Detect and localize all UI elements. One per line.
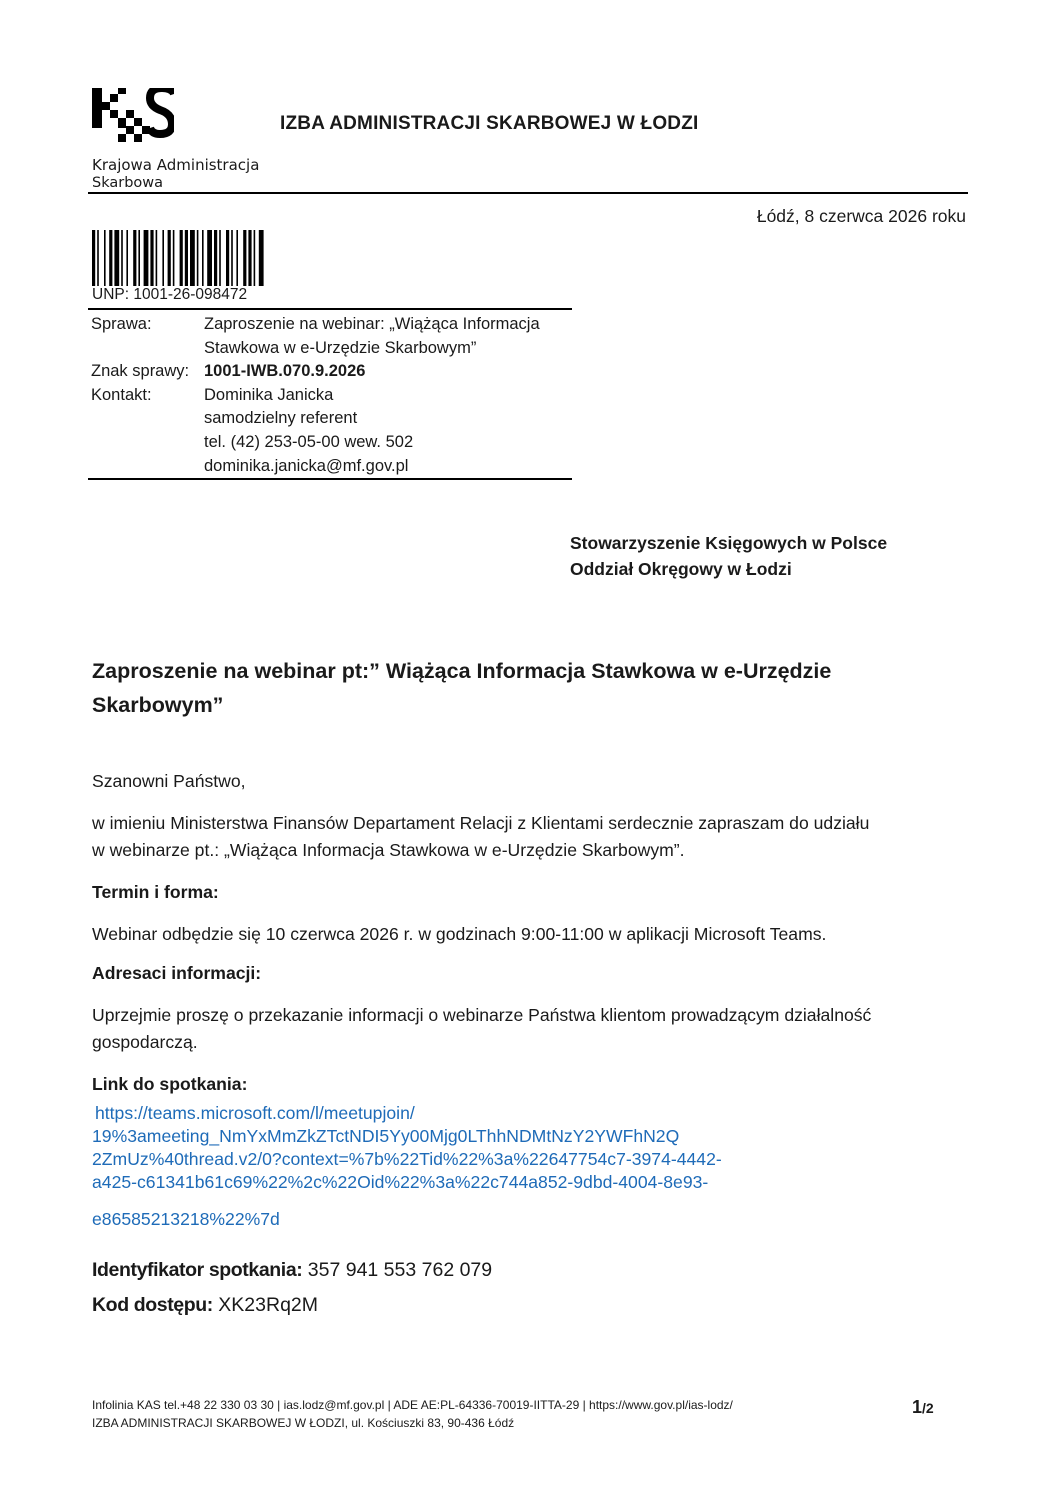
page-total: /2 xyxy=(922,1400,934,1416)
footer-line1: Infolinia KAS tel.+48 22 330 03 30 | ias.lodz@mf.gov.pl | ADE AE:PL-64336-70019-IITTA-29 | https://www.gov.pl/ias-lodz/ xyxy=(92,1398,733,1412)
kas-logo-icon xyxy=(92,88,174,142)
contact-email: dominika.janicka@mf.gov.pl xyxy=(204,456,409,475)
recipients-paragraph xyxy=(92,1002,962,1055)
subject-line1: Zaproszenie na webinar pt:” Wiążąca Informacja Stawkowa w e-Urzędzie xyxy=(92,659,832,683)
link-line3[interactable]: 2ZmUz%40thread.v2/0?context=%7b%22Tid%22%3a%22647754c7-3974-4442- xyxy=(92,1149,722,1169)
case-table-top-rule xyxy=(88,308,572,310)
page-current: 1 xyxy=(912,1397,923,1417)
subject-value-line1: Zaproszenie na webinar: „Wiążąca Informacja xyxy=(204,315,540,333)
footer xyxy=(92,1396,733,1432)
header-title: IZBA ADMINISTRACJI SKARBOWEJ W ŁODZI xyxy=(280,113,699,134)
intro-line1: w imieniu Ministerstwa Finansów Departament Relacji z Klientami serdecznie zapraszam do udziału xyxy=(92,813,870,833)
case-table-bottom-rule xyxy=(88,478,572,480)
org-name-line1: Krajowa Administracja xyxy=(92,156,260,174)
intro-line2: w webinarze pt.: „Wiążąca Informacja Stawkowa w e-Urzędzie Skarbowym”. xyxy=(92,839,685,860)
meeting-link-anchor[interactable] xyxy=(92,1102,722,1231)
recipients-line1: Uprzejmie proszę o przekazanie informacji o webinarze Państwa klientom prowadzącym działalność xyxy=(92,1005,872,1025)
subject-value-line2: Stawkowa w e-Urzędzie Skarbowym” xyxy=(204,338,477,357)
org-name-line2: Skarbowa xyxy=(92,175,164,191)
passcode-value: XK23Rq2M xyxy=(218,1294,318,1316)
recipients-heading: Adresaci informacji: xyxy=(92,963,262,983)
meeting-id-value: 357 941 553 762 079 xyxy=(307,1259,493,1281)
passcode xyxy=(92,1294,318,1317)
link-line1[interactable]: https://teams.microsoft.com/l/meetupjoin/ xyxy=(95,1103,415,1123)
passcode-label: Kod dostępu: xyxy=(92,1294,213,1316)
meeting-id-label: Identyfikator spotkania: xyxy=(92,1259,303,1281)
header-divider xyxy=(88,192,968,194)
contact-name: Dominika Janicka xyxy=(204,385,334,404)
link-heading: Link do spotkania: xyxy=(92,1074,248,1094)
meeting-id xyxy=(92,1259,492,1282)
contact-label: Kontakt: xyxy=(91,385,152,404)
unp-number: UNP: 1001-26-098472 xyxy=(92,286,248,303)
recipient-line2: Oddział Okręgowy w Łodzi xyxy=(570,559,792,579)
intro-paragraph xyxy=(92,810,962,863)
contact-phone: tel. (42) 253-05-00 wew. 502 xyxy=(204,433,414,451)
barcode-icon xyxy=(92,230,352,286)
reference-label: Znak sprawy: xyxy=(91,362,190,381)
contact-role: samodzielny referent xyxy=(204,409,358,428)
recipient-address xyxy=(570,530,887,582)
meeting-link[interactable] xyxy=(92,1102,722,1231)
organization-name xyxy=(92,156,259,192)
link-line2[interactable]: 19%3ameeting_NmYxMmZkZTctNDI5Yy00Mjg0LThhNDMtNzY2YWFhN2Q xyxy=(92,1126,680,1146)
recipients-line2: gospodarczą. xyxy=(92,1031,198,1052)
subject-line2: Skarbowym” xyxy=(92,693,224,717)
page-number xyxy=(912,1397,934,1418)
footer-line2: IZBA ADMINISTRACJI SKARBOWEJ W ŁODZI, ul. Kościuszki 83, 90-436 Łódź xyxy=(92,1416,515,1430)
letter-subject xyxy=(92,654,952,722)
recipient-line1: Stowarzyszenie Księgowych w Polsce xyxy=(570,533,888,553)
term-heading: Termin i forma: xyxy=(92,882,219,902)
document-date: Łódź, 8 czerwca 2026 roku xyxy=(756,206,966,226)
term-text: Webinar odbędzie się 10 czerwca 2026 r. w godzinach 9:00-11:00 w aplikacji Microsoft Teams. xyxy=(92,924,827,944)
subject-label: Sprawa: xyxy=(91,315,152,333)
reference-value: 1001-IWB.070.9.2026 xyxy=(204,362,366,381)
link-line4[interactable]: a425-c61341b61c69%22%2c%22Oid%22%3a%22c744a852-9dbd-4004-8e93- xyxy=(92,1172,709,1192)
greeting: Szanowni Państwo, xyxy=(92,771,246,791)
link-line5[interactable]: e86585213218%22%7d xyxy=(92,1209,280,1229)
